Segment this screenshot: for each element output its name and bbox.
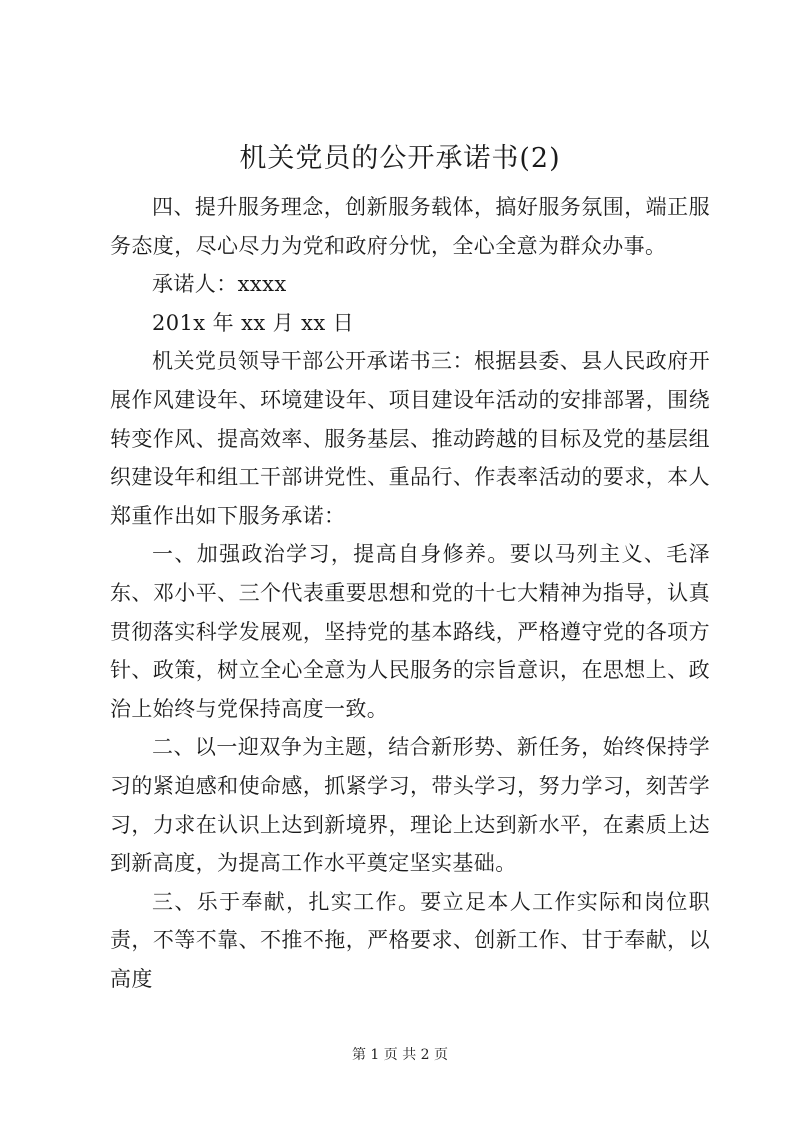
paragraph-item-2: 二、以一迎双争为主题，结合新形势、新任务，始终保持学习的紧迫感和使命感，抓紧学习，带头学习，努力学习，刻苦学习，力求在认识上达到新境界，理论上达到新水平，在素质上达到新高度，为提高工作水平奠定坚实基础。 bbox=[110, 735, 710, 876]
paragraph-promiser: 承诺人：xxxx bbox=[152, 272, 287, 297]
paragraph-item-3: 三、乐于奉献，扎实工作。要立足本人工作实际和岗位职责，不等不靠、不推不拖，严格要求、创新工作、甘于奉献，以高度 bbox=[110, 889, 710, 991]
paragraph-intro: 机关党员领导干部公开承诺书三：根据县委、县人民政府开展作风建设年、环境建设年、项目建设年活动的安排部署，围绕转变作风、提高效率、服务基层、推动跨越的目标及党的基层组织建设年和组工干部讲党性、重品行、作表率活动的要求，本人郑重作出如下服务承诺： bbox=[110, 349, 710, 528]
document-body bbox=[110, 188, 710, 998]
paragraph-date: 201x 年 xx 月 xx 日 bbox=[152, 310, 355, 335]
page-footer: 第 1 页 共 2 页 bbox=[351, 1047, 449, 1063]
paragraph-item-1: 一、加强政治学习，提高自身修养。要以马列主义、毛泽东、邓小平、三个代表重要思想和党的十七大精神为指导，认真贯彻落实科学发展观，坚持党的基本路线，严格遵守党的各项方针、政策，树立全心全意为人民服务的宗旨意识，在思想上、政治上始终与党保持高度一致。 bbox=[110, 542, 710, 721]
paragraph-service-principle: 四、提升服务理念，创新服务载体，搞好服务氛围，端正服务态度，尽心尽力为党和政府分忧，全心全意为群众办事。 bbox=[110, 195, 710, 258]
document-title: 机关党员的公开承诺书(2) bbox=[239, 143, 561, 174]
